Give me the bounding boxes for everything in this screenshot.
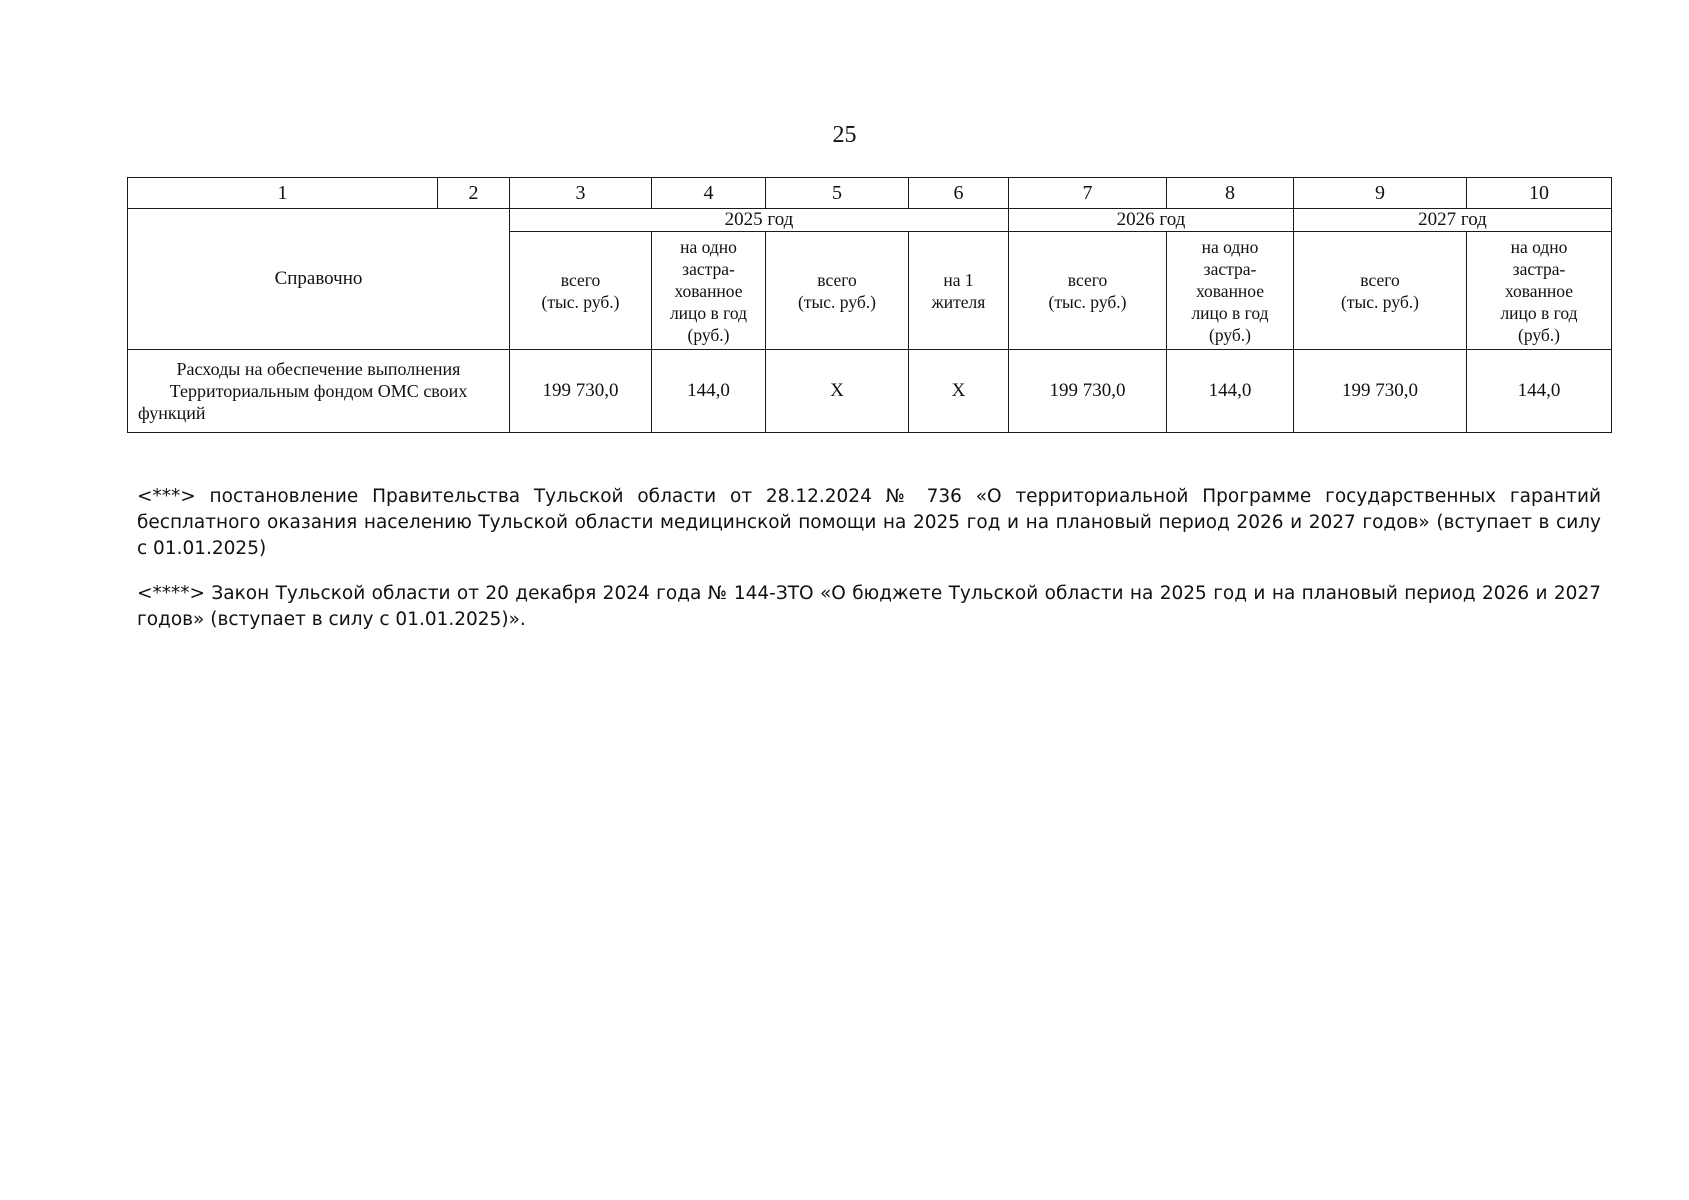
column-number: 10 xyxy=(1467,178,1612,209)
column-number: 3 xyxy=(510,178,652,209)
footnote: <****> Закон Тульской области от 20 декабря 2024 года № 144-ЗТО «О бюджете Тульской области на 2025 год и на плановый период 2026 и 2027 годов» (вступает в силу с 01.01.2025)». xyxy=(137,583,1601,630)
column-number-row xyxy=(128,178,1612,209)
subheader-cell: на одно застра- хованное лицо в год (руб.) xyxy=(1167,232,1294,350)
budget-table xyxy=(127,177,1612,433)
year-header-2026: 2026 год xyxy=(1009,209,1294,232)
table-cell: 144,0 xyxy=(1467,350,1612,433)
table-cell: 144,0 xyxy=(1167,350,1294,433)
footnote: <***> постановление Правительства Тульской области от 28.12.2024 № 736 «О территориальной Программе государственных гарантий бесплатного оказания населению Тульской области медицинской помощи на 2025 год и на плановый период 2026 и 2027 годов» (вступает в силу с 01.01.2025) xyxy=(137,486,1601,559)
subheader-cell: на одно застра- хованное лицо в год (руб.) xyxy=(1467,232,1612,350)
column-number: 5 xyxy=(766,178,909,209)
column-number: 4 xyxy=(652,178,766,209)
subheader-cell: всего (тыс. руб.) xyxy=(510,232,652,350)
subheader-cell: на 1 жителя xyxy=(909,232,1009,350)
column-number: 8 xyxy=(1167,178,1294,209)
row-label: Расходы на обеспечение выполнения Территориальным фондом ОМС своих функций xyxy=(128,350,510,433)
table-cell: 144,0 xyxy=(652,350,766,433)
table-cell: 199 730,0 xyxy=(1009,350,1167,433)
subheader-cell: всего (тыс. руб.) xyxy=(1009,232,1167,350)
page-number: 25 xyxy=(832,122,857,148)
subheader-cell: всего (тыс. руб.) xyxy=(1294,232,1467,350)
year-header-row xyxy=(128,209,1612,232)
year-header-2027: 2027 год xyxy=(1294,209,1612,232)
column-number: 9 xyxy=(1294,178,1467,209)
subheader-cell: всего (тыс. руб.) xyxy=(766,232,909,350)
section-label: Справочно xyxy=(128,209,510,350)
table-cell: 199 730,0 xyxy=(1294,350,1467,433)
table-row xyxy=(128,350,1612,433)
column-number: 6 xyxy=(909,178,1009,209)
column-number: 2 xyxy=(438,178,510,209)
table-cell: X xyxy=(909,350,1009,433)
column-number: 1 xyxy=(128,178,438,209)
column-number: 7 xyxy=(1009,178,1167,209)
subheader-cell: на одно застра- хованное лицо в год (руб.) xyxy=(652,232,766,350)
table-cell: X xyxy=(766,350,909,433)
year-header-2025: 2025 год xyxy=(510,209,1009,232)
table-cell: 199 730,0 xyxy=(510,350,652,433)
footnotes xyxy=(137,484,1601,652)
